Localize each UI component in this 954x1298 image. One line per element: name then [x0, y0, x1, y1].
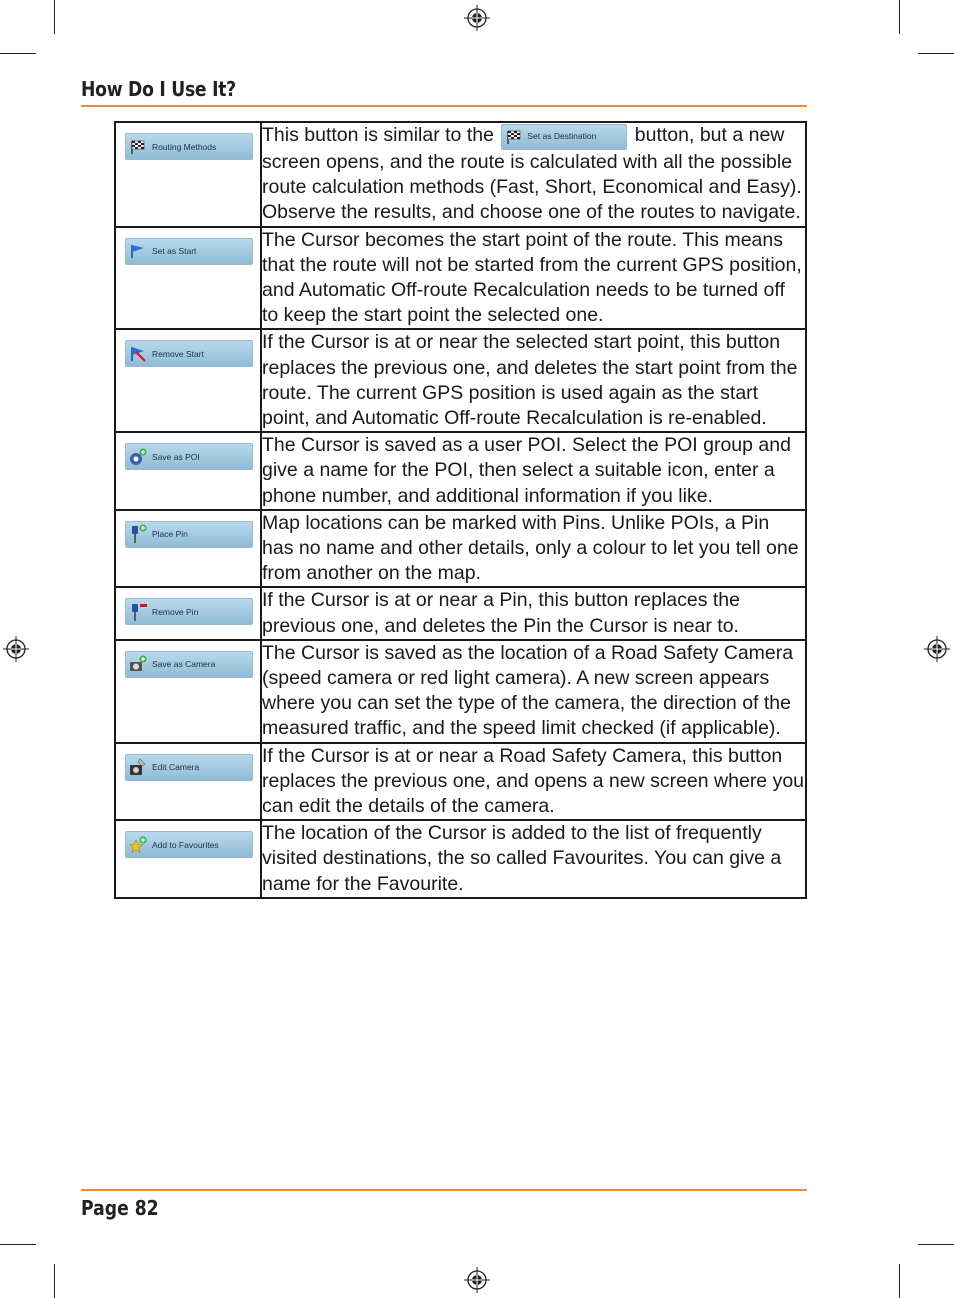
set-as-destination-button[interactable] [501, 124, 627, 150]
star-add-icon [129, 836, 147, 854]
crop-mark [899, 1264, 900, 1298]
crop-mark [918, 1244, 954, 1245]
button-label: Routing Methods [152, 141, 217, 152]
row-text: If the Cursor is at or near a Pin, this button replaces the previous one, and deletes the Pin the Cursor is near to. [261, 587, 806, 639]
routing-methods-button[interactable] [125, 133, 253, 160]
table-row [115, 122, 806, 227]
set-as-start-button[interactable] [125, 238, 253, 265]
crop-mark [899, 0, 900, 34]
table-row [115, 329, 806, 432]
row-text: Map locations can be marked with Pins. Unlike POIs, a Pin has no name and other details, only a colour to let you tell one from another on the map. [261, 510, 806, 588]
table-row [115, 510, 806, 588]
page-number: Page 82 [81, 1196, 159, 1220]
table-row [115, 640, 806, 743]
row-text: The Cursor becomes the start point of the route. This means that the route will not be started from the current GPS position, and Automatic Off-route Recalculation needs to be turned off to keep the start point the selected one. [261, 227, 806, 330]
button-label: Set as Start [152, 246, 197, 257]
camera-add-icon [129, 655, 147, 673]
row-text: The Cursor is saved as the location of a Road Safety Camera (speed camera or red light camera). A new screen appears where you can set the type of the camera, the direction of the measured traffic, and the speed limit checked (if applicable). [261, 640, 806, 743]
place-pin-button[interactable] [125, 521, 253, 548]
crop-mark [0, 53, 36, 54]
table-row [115, 432, 806, 510]
row-text: If the Cursor is at or near a Road Safety Camera, this button replaces the previous one, and opens a new screen where you can edit the details of the camera. [261, 743, 806, 821]
button-label: Add to Favourites [152, 839, 219, 850]
table-row [115, 587, 806, 639]
footer-rule [81, 1189, 807, 1191]
save-as-camera-button[interactable] [125, 651, 253, 678]
table-row [115, 820, 806, 898]
remove-start-flag-icon [129, 345, 147, 363]
start-flag-icon [129, 242, 147, 260]
registration-mark-icon [924, 636, 950, 662]
remove-pin-button[interactable] [125, 598, 253, 625]
checkered-flag-icon [505, 128, 523, 146]
button-label: Remove Start [152, 348, 204, 359]
table-row [115, 227, 806, 330]
header-rule [81, 105, 807, 107]
edit-camera-button[interactable] [125, 754, 253, 781]
button-label: Edit Camera [152, 762, 200, 773]
checkered-flag-icon [129, 138, 147, 156]
button-description-table [114, 121, 807, 899]
row-text-after: button, but a new screen opens, and the route is calculated with all the possible route calculation methods (Fast, Short, Economical and Easy). Observe the results, and choose one of the routes to navigate. [262, 124, 802, 224]
row-text: The Cursor is saved as a user POI. Select the POI group and give a name for the POI, then select a suitable icon, enter a phone number, and additional information if you like. [261, 432, 806, 510]
add-to-favourites-button[interactable] [125, 831, 253, 858]
crop-mark [54, 1264, 55, 1298]
registration-mark-icon [464, 5, 490, 31]
pin-remove-icon [129, 603, 147, 621]
save-as-poi-button[interactable] [125, 443, 253, 470]
registration-mark-icon [464, 1267, 490, 1293]
button-label: Set as Destination [527, 131, 597, 142]
crop-mark [0, 1244, 36, 1245]
remove-start-button[interactable] [125, 340, 253, 367]
table-row [115, 743, 806, 821]
button-label: Remove Pin [152, 606, 199, 617]
row-text: If the Cursor is at or near the selected start point, this button replaces the previous one, and deletes the start point from the route. The current GPS position is used again as the start point, and Automatic Off-route Recalculation is re-enabled. [261, 329, 806, 432]
pin-add-icon [129, 525, 147, 543]
camera-edit-icon [129, 758, 147, 776]
button-label: Save as POI [152, 451, 200, 462]
row-text: The location of the Cursor is added to the list of frequently visited destinations, the so called Favourites. You can give a name for the Favourite. [261, 820, 806, 898]
button-label: Place Pin [152, 529, 188, 540]
row-text-before: This button is similar to the [262, 124, 494, 146]
poi-add-icon [129, 448, 147, 466]
crop-mark [918, 53, 954, 54]
crop-mark [54, 0, 55, 34]
registration-mark-icon [3, 636, 29, 662]
button-label: Save as Camera [152, 659, 216, 670]
page-header-title: How Do I Use It? [81, 77, 236, 101]
